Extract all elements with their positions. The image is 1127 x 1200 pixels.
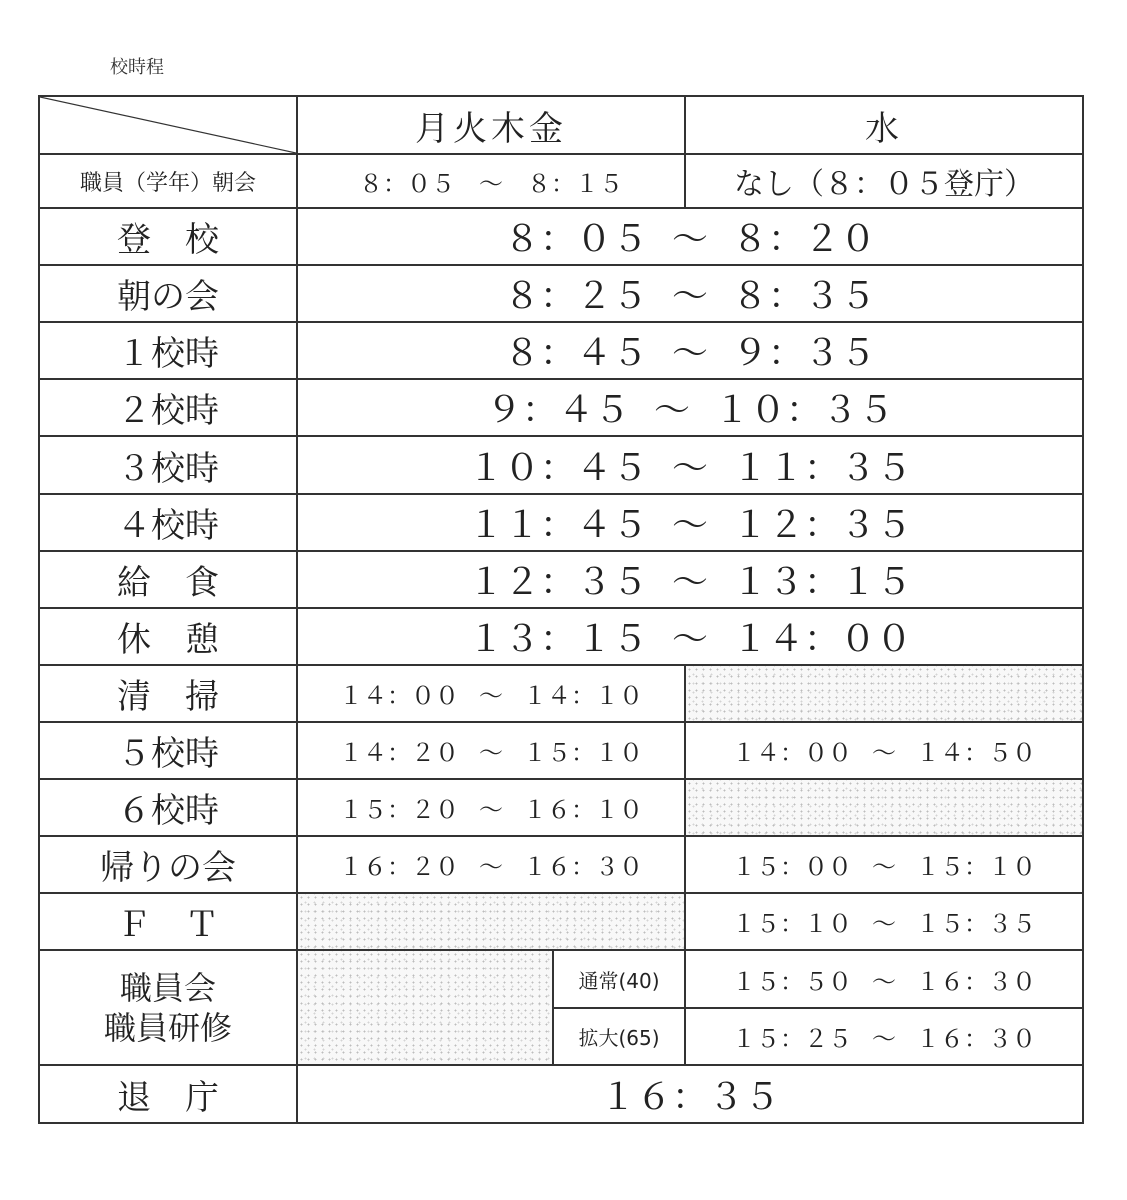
time-start: １５：５０ (732, 967, 852, 996)
time-start: ８：０５ (359, 169, 455, 198)
empty-period-6-wed (685, 779, 1083, 836)
row-lunch (39, 551, 1083, 608)
time-start: １４：００ (339, 682, 459, 710)
tilde: ～ (872, 1025, 896, 1053)
row-rest (39, 608, 1083, 665)
label-homeroom: 帰りの会 (39, 836, 297, 893)
tilde: ～ (872, 967, 896, 996)
label-period-5: ５校時 (39, 722, 297, 779)
label-ft: Ｆ Ｔ (39, 893, 297, 950)
row-arrival (39, 208, 1083, 265)
time-start: １４：００ (732, 739, 852, 767)
tilde: ～ (653, 390, 690, 431)
empty-staff-mtwf (297, 950, 553, 1065)
page-title: 校時程 (110, 57, 164, 78)
time-end: １６：３０ (916, 1025, 1036, 1053)
label-arrival: 登 校 (39, 208, 297, 265)
row-period-2 (39, 379, 1083, 436)
time-start: ８：０５ (503, 219, 648, 260)
time-lunch (297, 551, 1083, 608)
time-start: １１：４５ (467, 505, 648, 546)
time-start: １２：３５ (467, 562, 648, 603)
time-start: １６：２０ (339, 853, 459, 881)
time-start: １５：２０ (339, 796, 459, 824)
time-start: １５：２５ (732, 1025, 852, 1053)
tilde: ～ (671, 276, 708, 317)
time-rest (297, 608, 1083, 665)
time-end: １６：３０ (916, 967, 1036, 996)
time-start: ８：２５ (503, 276, 648, 317)
label-staff-extended: 拡大(65) (553, 1008, 685, 1065)
row-homeroom (39, 836, 1083, 893)
time-morning-assembly (297, 265, 1083, 322)
time-end: １１：３５ (732, 447, 913, 489)
tilde: ～ (671, 505, 708, 546)
row-period-6 (39, 779, 1083, 836)
time-end: １５：１０ (916, 853, 1036, 881)
row-morning-meeting (39, 154, 1083, 208)
time-start: ８：４５ (503, 333, 648, 374)
label-period-4: ４校時 (39, 494, 297, 551)
time-end: １５：３５ (916, 910, 1036, 938)
header-mtwf: 月火木金 (297, 96, 685, 154)
time-period-6-mtwf (297, 779, 685, 836)
label-period-6: ６校時 (39, 779, 297, 836)
header-wed: 水 (685, 96, 1083, 154)
tilde: ～ (671, 562, 708, 603)
time-end: ８：３５ (732, 276, 877, 317)
time-homeroom-mtwf (297, 836, 685, 893)
tilde: ～ (872, 853, 896, 881)
time-cleaning-mtwf (297, 665, 685, 722)
tilde: ～ (479, 853, 503, 881)
tilde: ～ (671, 619, 708, 660)
time-start: １５：００ (732, 853, 852, 881)
time-end: １０：３５ (714, 390, 895, 431)
time-homeroom-wed (685, 836, 1083, 893)
time-period-3 (297, 436, 1083, 494)
time-end: １４：５０ (916, 739, 1036, 767)
time-period-2 (297, 379, 1083, 436)
time-arrival (297, 208, 1083, 265)
row-staff-normal (39, 950, 1083, 1008)
label-period-1: １校時 (39, 322, 297, 379)
time-staff-normal (685, 950, 1083, 1008)
row-period-1 (39, 322, 1083, 379)
time-period-1 (297, 322, 1083, 379)
time-end: １２：３５ (732, 505, 913, 546)
row-period-3 (39, 436, 1083, 494)
time-start: １５：１０ (732, 910, 852, 938)
diagonal-line (40, 97, 296, 153)
label-morning-meeting: 職員（学年）朝会 (39, 154, 297, 208)
label-period-2: ２校時 (39, 379, 297, 436)
time-start: １０：４５ (467, 447, 648, 489)
label-rest: 休 憩 (39, 608, 297, 665)
time-period-4 (297, 494, 1083, 551)
tilde: ～ (671, 447, 708, 489)
time-staff-extended (685, 1008, 1083, 1065)
label-staff-training: 職員研修 (103, 1008, 232, 1047)
time-morning-meeting-wed: なし（８：０５登庁） (685, 154, 1083, 208)
label-lunch: 給 食 (39, 551, 297, 608)
empty-ft-mtwf (297, 893, 685, 950)
label-staff-meeting: 職員会 (119, 968, 216, 1007)
empty-cleaning-wed (685, 665, 1083, 722)
corner-cell (39, 96, 297, 154)
time-end: ８：２０ (732, 219, 877, 260)
label-period-3: ３校時 (39, 436, 297, 494)
tilde: ～ (479, 682, 503, 710)
time-end: ８：１５ (527, 169, 623, 198)
row-cleaning (39, 665, 1083, 722)
time-morning-meeting-mtwf (297, 154, 685, 208)
row-leave (39, 1065, 1083, 1123)
time-end: ９：３５ (732, 333, 877, 374)
tilde: ～ (671, 219, 708, 260)
time-start: ９：４５ (485, 390, 630, 431)
row-period-4 (39, 494, 1083, 551)
time-end: １６：１０ (523, 796, 643, 824)
label-morning-assembly: 朝の会 (39, 265, 297, 322)
time-start: １３：１５ (467, 619, 648, 660)
row-period-5 (39, 722, 1083, 779)
tilde: ～ (671, 333, 708, 374)
row-morning-assembly (39, 265, 1083, 322)
time-end: １３：１５ (732, 562, 913, 603)
time-period-5-wed (685, 722, 1083, 779)
time-end: １４：１０ (523, 682, 643, 710)
label-staff (39, 950, 297, 1065)
tilde: ～ (479, 739, 503, 767)
time-leave: １６：３５ (297, 1065, 1083, 1123)
header-row (39, 96, 1083, 154)
time-ft-wed (685, 893, 1083, 950)
time-end: １６：３０ (523, 853, 643, 881)
time-end: １５：１０ (523, 739, 643, 767)
label-cleaning: 清 掃 (39, 665, 297, 722)
label-staff-normal: 通常(40) (553, 950, 685, 1008)
time-start: １４：２０ (339, 739, 459, 767)
tilde: ～ (479, 796, 503, 824)
schedule-table (38, 95, 1084, 1124)
time-end: １４：００ (732, 619, 913, 660)
row-ft (39, 893, 1083, 950)
tilde: ～ (479, 169, 503, 198)
time-period-5-mtwf (297, 722, 685, 779)
tilde: ～ (872, 910, 896, 938)
label-leave: 退 庁 (39, 1065, 297, 1123)
tilde: ～ (872, 739, 896, 767)
